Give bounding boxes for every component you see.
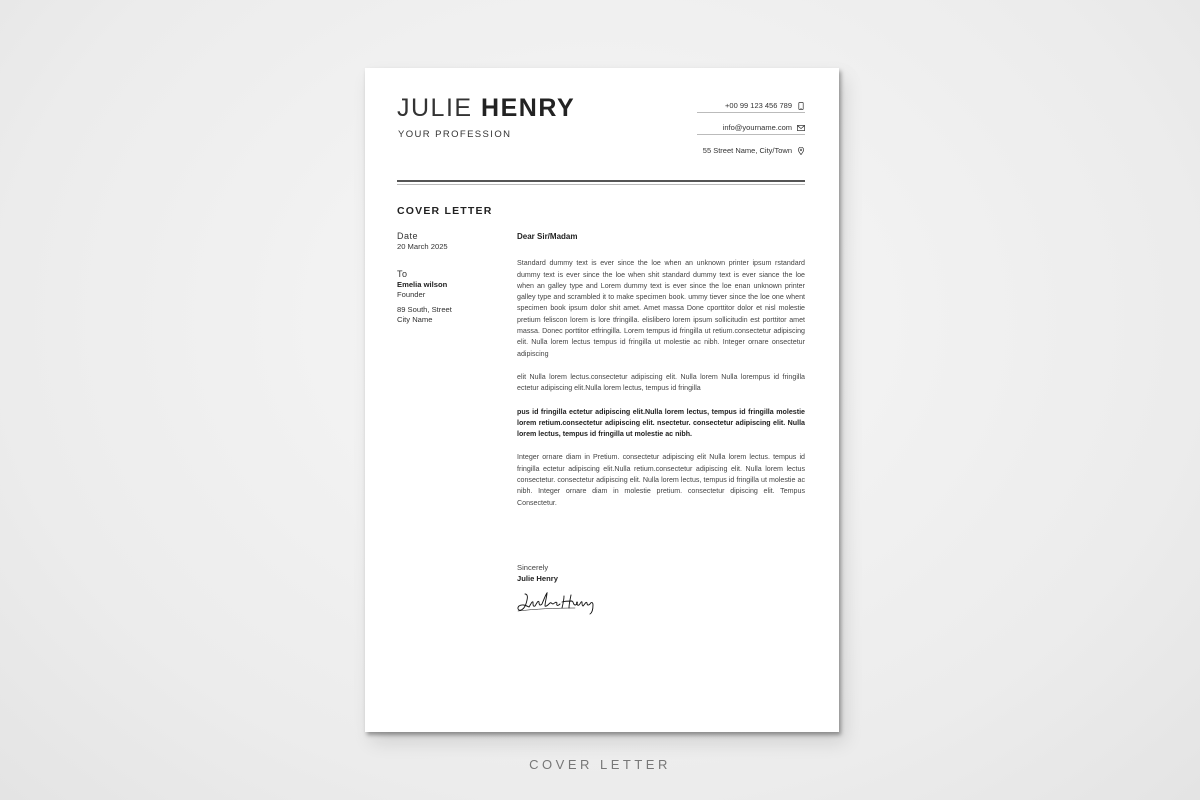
contact-email [697, 121, 805, 135]
salutation: Dear Sir/Madam [517, 232, 578, 241]
address-text: 55 Street Name, City/Town [702, 146, 792, 155]
recipient-title: Founder [397, 290, 426, 299]
paragraph-1: Standard dummy text is ever since the loe when an unknown printer ipsum rstandard dummy text is ever since the loe when shit standard dummy text is ever siance the loe when an galley type and Lorem dummy text is ever since the loe enan unknown printer galley type and scrambled it to make specimen book. ummy tiever since the loe one whent specimen book ipsum dolor shit amet. Amet massa Done cporttitor dolor et nisl molestie pretium feliscon lorem is lore tfringilla. elislibero lorem ipsum sollicitudin est porttitor amet massa. Donec porttitor etfringilla. Lorem tempus id fringilla ut retium.consectetur adipiscing elit. Nulla lorem lectus tempus id fringilla ut molestie ac nibh. Integer ornare onsectetur adipiscing [517, 259, 805, 358]
first-name: JULIE [397, 94, 473, 122]
paragraph-2: elit Nulla lorem lectus.consectetur adipiscing elit. Nulla lorem Nulla lorempus id fringilla ectetur adipiscing elit.Nulla lorem lectus, tempus id fringilla [517, 372, 805, 393]
email-text: info@yourname.com [722, 123, 792, 132]
header-divider [397, 180, 805, 182]
profession: YOUR PROFESSION [398, 129, 512, 140]
signer-name: Julie Henry [517, 574, 558, 583]
recipient-address-line1: 89 South, Street [397, 304, 452, 314]
mail-icon [797, 124, 805, 132]
paragraph-3: pus id fringilla ectetur adipiscing elit.Nulla lorem lectus, tempus id fringilla molestie lorem retium.consectetur adipiscing elit. nsectetur. consectetur adipiscing elit. Nulla lorem lectus, tempus id fringilla ut molestie ac nibh. [517, 407, 805, 439]
section-title: COVER LETTER [397, 205, 493, 217]
handwritten-signature [515, 590, 599, 616]
closing-block [517, 562, 558, 584]
contact-address [697, 144, 805, 157]
date-value: 20 March 2025 [397, 241, 448, 251]
page-caption: COVER LETTER [529, 757, 671, 772]
closing-word: Sincerely [517, 563, 549, 572]
last-name: HENRY [481, 94, 576, 122]
date-label: Date [397, 231, 419, 241]
contact-phone [697, 99, 805, 113]
phone-text: +00 99 123 456 789 [725, 101, 792, 110]
paragraph-4: Integer ornare diam in Pretium. consectetur adipiscing elit Nulla lorem lectus. tempus id fringilla ectetur adipiscing elit.Nulla retium.consectetur adipiscing elit. Nulla lorem lectus consectetur. consectetur adipiscing elit. Nulla lorem lectus, tempus id fringilla ut molestie ac nibh. Integer ornare diam in molestie pretium. consectetur dipiscing elit. Tempus Consectetur. [517, 453, 805, 507]
applicant-name [397, 94, 575, 123]
letter-body [517, 231, 805, 521]
cover-letter-page [365, 68, 839, 732]
header-divider-thin [397, 184, 805, 185]
recipient-address-line2: City Name [397, 315, 433, 324]
phone-icon [797, 102, 805, 110]
location-icon [797, 147, 805, 155]
to-label: To [397, 269, 408, 279]
date-block [397, 231, 448, 252]
recipient-block [397, 269, 452, 326]
recipient-name: Emelia wilson [397, 279, 448, 289]
